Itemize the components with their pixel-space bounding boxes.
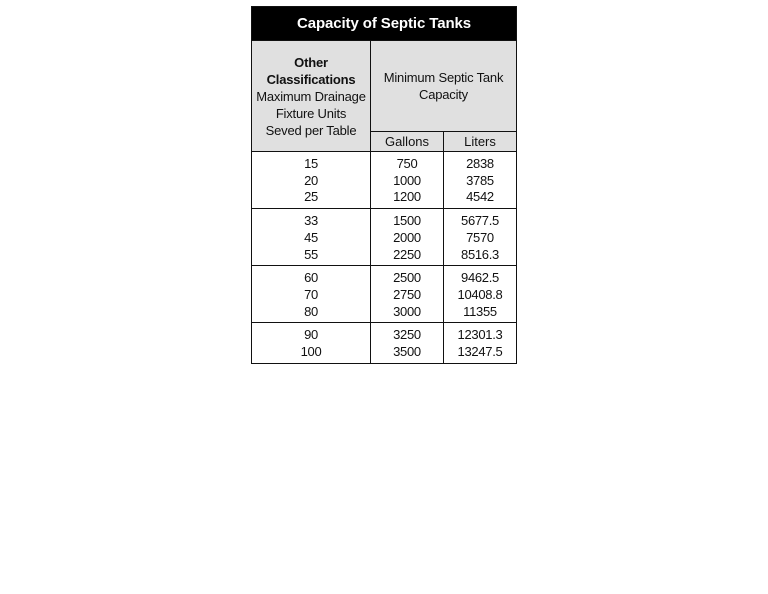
gallons-value: 3000 xyxy=(393,303,421,319)
gallons-cell xyxy=(371,152,444,208)
gallons-value: 1500 xyxy=(393,213,421,229)
units-value: 15 xyxy=(304,156,318,171)
liters-value: 3785 xyxy=(466,172,494,188)
header-classifications xyxy=(252,41,371,151)
gallons-value: 2000 xyxy=(393,229,421,245)
gallons-value: 2250 xyxy=(393,246,421,262)
liters-value: 9462.5 xyxy=(461,270,499,286)
gallons-value: 2750 xyxy=(393,286,421,302)
table-title: Capacity of Septic Tanks xyxy=(252,7,516,41)
liters-value: 4542 xyxy=(466,189,494,205)
septic-capacity-table xyxy=(251,6,517,364)
header-left-line: Fixture Units xyxy=(275,105,347,121)
gallons-cell xyxy=(371,209,444,265)
header-left-line: Seved per Table xyxy=(265,122,357,138)
table-row-group xyxy=(252,152,516,209)
liters-value: 10408.8 xyxy=(457,286,503,302)
units-value: 20 xyxy=(304,172,318,188)
units-value: 25 xyxy=(304,189,318,205)
table-header xyxy=(252,41,516,152)
units-value: 100 xyxy=(300,344,322,360)
header-capacity xyxy=(371,41,516,151)
table-body xyxy=(252,152,516,363)
units-value: 90 xyxy=(304,327,318,343)
units-value: 45 xyxy=(304,229,318,245)
header-left-line: Maximum Drainage xyxy=(256,88,366,104)
liters-cell xyxy=(444,152,516,208)
liters-value: 8516.3 xyxy=(461,246,499,262)
header-units-row xyxy=(371,132,516,151)
liters-value: 7570 xyxy=(466,229,494,245)
gallons-value: 1000 xyxy=(393,172,421,188)
table-row-group xyxy=(252,209,516,266)
units-cell xyxy=(252,323,371,362)
gallons-value: 3500 xyxy=(393,344,421,360)
header-gallons: Gallons xyxy=(371,132,444,151)
liters-cell xyxy=(444,323,516,362)
units-value: 33 xyxy=(304,213,318,229)
units-value: 70 xyxy=(304,286,318,302)
gallons-value: 750 xyxy=(396,156,418,171)
gallons-value: 1200 xyxy=(393,189,421,205)
liters-value: 11355 xyxy=(463,303,497,319)
gallons-value: 2500 xyxy=(393,270,421,286)
units-value: 55 xyxy=(304,246,318,262)
liters-value: 2838 xyxy=(466,156,494,171)
liters-cell xyxy=(444,266,516,322)
header-liters: Liters xyxy=(464,134,496,149)
gallons-cell xyxy=(371,323,444,362)
gallons-cell xyxy=(371,266,444,322)
liters-cell xyxy=(444,209,516,265)
table-row-group xyxy=(252,323,516,362)
units-cell xyxy=(252,209,371,265)
header-capacity-label: Minimum Septic Tank Capacity xyxy=(371,41,516,132)
gallons-value: 3250 xyxy=(393,327,421,343)
table-row-group xyxy=(252,266,516,323)
liters-value: 5677.5 xyxy=(461,213,499,229)
header-left-line: Classifications xyxy=(266,71,356,87)
header-left-line: Other xyxy=(294,54,328,70)
units-value: 80 xyxy=(304,303,318,319)
units-cell xyxy=(252,266,371,322)
liters-value: 13247.5 xyxy=(457,344,503,360)
units-cell xyxy=(252,152,371,208)
liters-value: 12301.3 xyxy=(457,327,503,343)
units-value: 60 xyxy=(304,270,318,286)
